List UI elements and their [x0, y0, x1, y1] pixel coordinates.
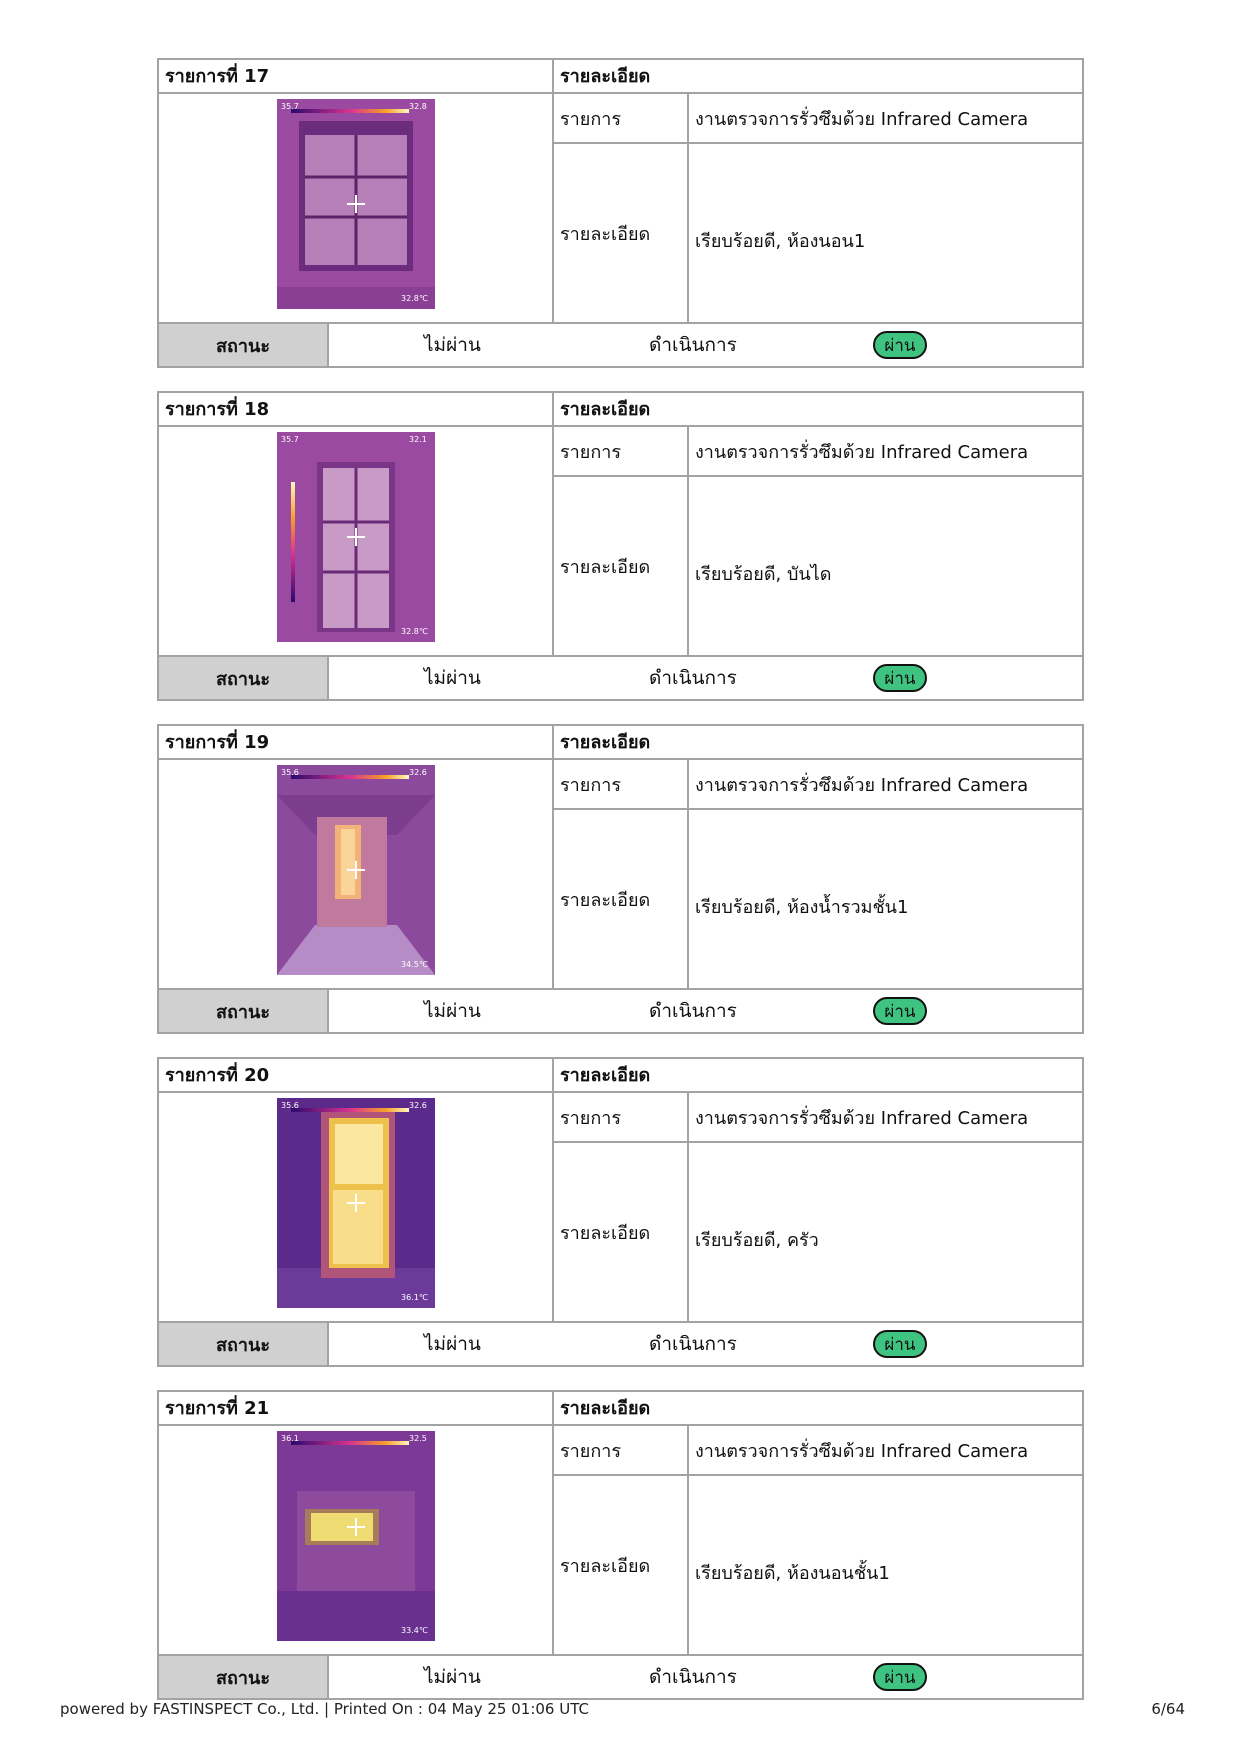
thermal-spot-temp: 36.1℃ — [401, 1293, 428, 1302]
item-value: งานตรวจการรั่วซึมด้วย Infrared Camera — [695, 1107, 1029, 1129]
status-option-pass[interactable]: ผ่าน — [873, 1663, 927, 1691]
item-title: รายการที่ 17 — [159, 60, 554, 94]
detail-label: รายละเอียด — [554, 477, 689, 655]
item-value: งานตรวจการรั่วซึมด้วย Infrared Camera — [695, 108, 1029, 130]
item-label: รายการ — [554, 760, 689, 808]
status-row — [159, 1321, 1082, 1365]
thermal-spot-temp: 32.8℃ — [401, 627, 428, 636]
thermal-max-temp: 35.6 — [281, 768, 299, 777]
detail-header: รายละเอียด — [554, 726, 1082, 760]
detail-label: รายละเอียด — [554, 1143, 689, 1321]
thermal-max-temp: 35.7 — [281, 102, 299, 111]
status-label: สถานะ — [159, 1323, 329, 1365]
status-row — [159, 322, 1082, 366]
thermal-min-temp: 32.6 — [409, 768, 427, 777]
thermal-max-temp: 35.7 — [281, 435, 299, 444]
status-label: สถานะ — [159, 990, 329, 1032]
item-title: รายการที่ 20 — [159, 1059, 554, 1093]
detail-value: เรียบร้อยดี, ห้องนอนชั้น1 — [695, 1563, 890, 1584]
item-label: รายการ — [554, 427, 689, 475]
detail-label: รายละเอียด — [554, 144, 689, 322]
item-title: รายการที่ 19 — [159, 726, 554, 760]
inspection-card — [157, 58, 1084, 368]
thermal-min-temp: 32.5 — [409, 1434, 427, 1443]
photo-cell — [159, 427, 554, 655]
inspection-card — [157, 1057, 1084, 1367]
status-row — [159, 655, 1082, 699]
photo-cell — [159, 760, 554, 988]
thermal-min-temp: 32.8 — [409, 102, 427, 111]
item-title: รายการที่ 18 — [159, 393, 554, 427]
status-option-in-progress[interactable]: ดำเนินการ — [649, 667, 737, 689]
footer-credit: powered by FASTINSPECT Co., Ltd. | Printed On : 04 May 25 01:06 UTC — [60, 1700, 589, 1718]
status-option-in-progress[interactable]: ดำเนินการ — [649, 1666, 737, 1688]
status-option-fail[interactable]: ไม่ผ่าน — [424, 1666, 481, 1688]
status-label: สถานะ — [159, 1656, 329, 1698]
page-number: 6/64 — [1151, 1700, 1185, 1718]
status-option-fail[interactable]: ไม่ผ่าน — [424, 1333, 481, 1355]
item-label: รายการ — [554, 1093, 689, 1141]
thermal-image[interactable] — [277, 765, 435, 975]
status-option-pass[interactable]: ผ่าน — [873, 1330, 927, 1358]
inspection-card — [157, 391, 1084, 701]
status-option-fail[interactable]: ไม่ผ่าน — [424, 1000, 481, 1022]
item-label: รายการ — [554, 94, 689, 142]
photo-cell — [159, 1093, 554, 1321]
status-option-fail[interactable]: ไม่ผ่าน — [424, 334, 481, 356]
detail-value: เรียบร้อยดี, ครัว — [695, 1230, 819, 1251]
inspection-card — [157, 724, 1084, 1034]
item-value: งานตรวจการรั่วซึมด้วย Infrared Camera — [695, 441, 1029, 463]
status-row — [159, 1654, 1082, 1698]
inspection-card — [157, 1390, 1084, 1700]
photo-cell — [159, 1426, 554, 1654]
thermal-max-temp: 36.1 — [281, 1434, 299, 1443]
detail-label: รายละเอียด — [554, 810, 689, 988]
detail-label: รายละเอียด — [554, 1476, 689, 1654]
item-value: งานตรวจการรั่วซึมด้วย Infrared Camera — [695, 1440, 1029, 1462]
thermal-min-temp: 32.6 — [409, 1101, 427, 1110]
detail-header: รายละเอียด — [554, 1059, 1082, 1093]
status-label: สถานะ — [159, 657, 329, 699]
status-option-in-progress[interactable]: ดำเนินการ — [649, 1000, 737, 1022]
detail-header: รายละเอียด — [554, 1392, 1082, 1426]
thermal-image[interactable] — [277, 432, 435, 642]
detail-value: เรียบร้อยดี, ห้องนอน1 — [695, 231, 866, 252]
detail-value: เรียบร้อยดี, ห้องน้ำรวมชั้น1 — [695, 897, 909, 918]
thermal-image[interactable] — [277, 1431, 435, 1641]
detail-value: เรียบร้อยดี, บันได — [695, 564, 832, 585]
detail-header: รายละเอียด — [554, 60, 1082, 94]
thermal-image[interactable] — [277, 1098, 435, 1308]
status-label: สถานะ — [159, 324, 329, 366]
item-label: รายการ — [554, 1426, 689, 1474]
thermal-spot-temp: 32.8℃ — [401, 294, 428, 303]
thermal-min-temp: 32.1 — [409, 435, 427, 444]
status-option-fail[interactable]: ไม่ผ่าน — [424, 667, 481, 689]
status-option-in-progress[interactable]: ดำเนินการ — [649, 334, 737, 356]
item-title: รายการที่ 21 — [159, 1392, 554, 1426]
status-row — [159, 988, 1082, 1032]
detail-header: รายละเอียด — [554, 393, 1082, 427]
status-option-pass[interactable]: ผ่าน — [873, 997, 927, 1025]
thermal-image[interactable] — [277, 99, 435, 309]
thermal-spot-temp: 33.4℃ — [401, 1626, 428, 1635]
thermal-spot-temp: 34.5℃ — [401, 960, 428, 969]
status-option-pass[interactable]: ผ่าน — [873, 664, 927, 692]
status-option-pass[interactable]: ผ่าน — [873, 331, 927, 359]
thermal-max-temp: 35.6 — [281, 1101, 299, 1110]
photo-cell — [159, 94, 554, 322]
item-value: งานตรวจการรั่วซึมด้วย Infrared Camera — [695, 774, 1029, 796]
status-option-in-progress[interactable]: ดำเนินการ — [649, 1333, 737, 1355]
